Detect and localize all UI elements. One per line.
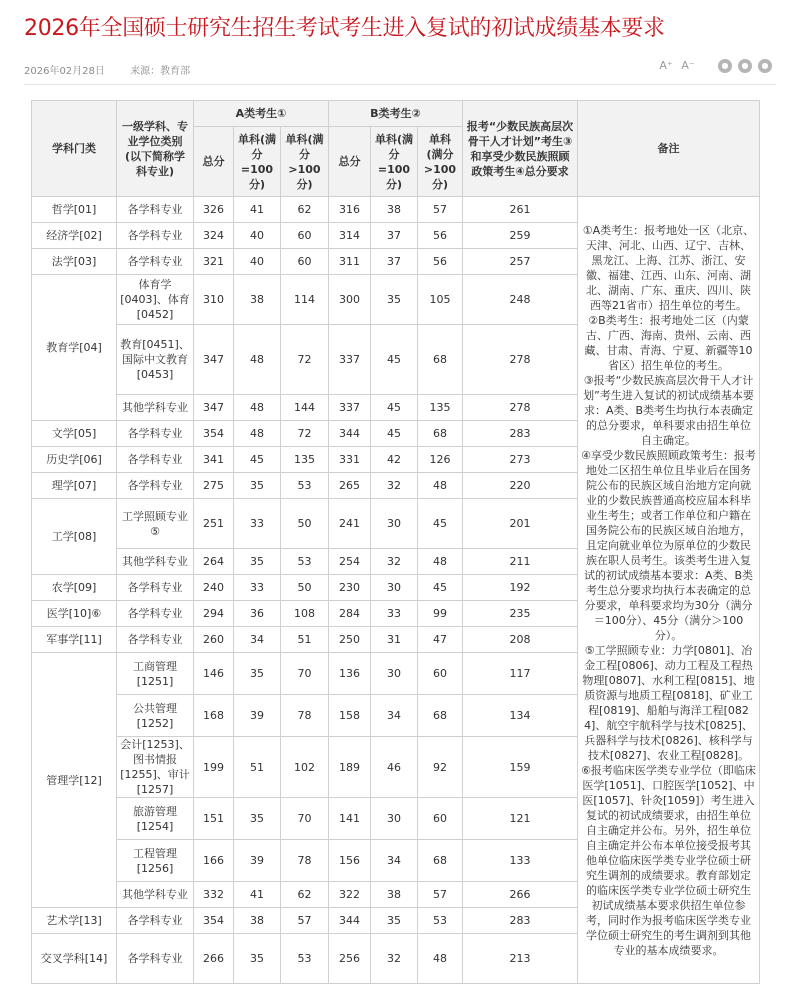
score-cell-minority: 117 — [463, 653, 578, 695]
subject-cell: 公共管理[1252] — [117, 695, 194, 737]
score-cell-b-s2: 57 — [418, 882, 463, 908]
score-cell-a-s2: 135 — [281, 447, 329, 473]
score-cell-b-total: 311 — [329, 249, 371, 275]
score-cell-b-s1: 45 — [371, 325, 418, 395]
subject-cell: 各学科专业 — [117, 473, 194, 499]
source-label: 来源：教育部 — [130, 66, 191, 77]
score-cell-a-s2: 60 — [281, 223, 329, 249]
score-cell-a-s2: 62 — [281, 197, 329, 223]
score-cell-a-total: 264 — [194, 549, 234, 575]
score-cell-a-s1: 33 — [234, 499, 281, 549]
header-group-b: B类考生② — [329, 101, 463, 127]
score-cell-b-s1: 38 — [371, 882, 418, 908]
score-cell-a-s2: 78 — [281, 840, 329, 882]
note-paragraph: ⑤工学照顾专业：力学[0801]、冶金工程[0806]、动力工程及工程热物理[0807]、水利工程[0815]、地质资源与地质工程[0818]、矿业工程[0819]、船舶与海洋工程[0824]、航空宇航科学与技术[0825]、兵器科学与技术[0826]、核科学与技术[0827]、农业工程[0828]。 — [582, 643, 755, 762]
score-cell-a-total: 324 — [194, 223, 234, 249]
score-cell-minority: 159 — [463, 737, 578, 798]
score-cell-b-s1: 32 — [371, 934, 418, 984]
score-cell-minority: 213 — [463, 934, 578, 984]
score-cell-a-total: 321 — [194, 249, 234, 275]
discipline-cell: 农学[09] — [32, 575, 117, 601]
table-row — [32, 197, 760, 223]
score-cell-b-total: 189 — [329, 737, 371, 798]
discipline-cell: 法学[03] — [32, 249, 117, 275]
score-cell-a-s2: 102 — [281, 737, 329, 798]
score-cell-b-s2: 56 — [418, 223, 463, 249]
subject-cell: 教育[0451]、国际中文教育[0453] — [117, 325, 194, 395]
discipline-cell: 管理学[12] — [32, 653, 117, 908]
subject-cell: 工学照顾专业⑤ — [117, 499, 194, 549]
discipline-cell: 哲学[01] — [32, 197, 117, 223]
score-cell-b-s1: 32 — [371, 473, 418, 499]
score-cell-a-total: 260 — [194, 627, 234, 653]
font-larger-icon[interactable]: A⁺ — [659, 59, 673, 72]
score-cell-a-s2: 53 — [281, 549, 329, 575]
score-cell-b-s2: 60 — [418, 653, 463, 695]
score-cell-b-s1: 30 — [371, 575, 418, 601]
subject-cell: 工程管理[1256] — [117, 840, 194, 882]
score-cell-b-s1: 42 — [371, 447, 418, 473]
score-cell-a-s1: 48 — [234, 325, 281, 395]
discipline-cell: 历史学[06] — [32, 447, 117, 473]
score-cell-b-total: 337 — [329, 325, 371, 395]
discipline-cell: 教育学[04] — [32, 275, 117, 421]
subject-cell: 各学科专业 — [117, 934, 194, 984]
score-cell-a-total: 240 — [194, 575, 234, 601]
score-cell-a-s1: 45 — [234, 447, 281, 473]
score-cell-b-total: 141 — [329, 798, 371, 840]
header-a-single-100: 单科(满分=100分) — [234, 127, 281, 197]
score-cell-minority: 220 — [463, 473, 578, 499]
score-cell-a-total: 199 — [194, 737, 234, 798]
note-paragraph: ①A类考生：报考地处一区（北京、天津、河北、山西、辽宁、吉林、黑龙江、上海、江苏、浙江、安徽、福建、江西、山东、河南、湖北、湖南、广东、重庆、四川、陕西等21省市）招生单位的考生。 — [582, 223, 755, 312]
score-cell-b-s2: 68 — [418, 325, 463, 395]
score-cell-a-s1: 35 — [234, 653, 281, 695]
score-cell-b-s2: 105 — [418, 275, 463, 325]
score-cell-minority: 261 — [463, 197, 578, 223]
score-cell-a-s1: 40 — [234, 249, 281, 275]
score-cell-a-s2: 53 — [281, 473, 329, 499]
subject-cell: 各学科专业 — [117, 908, 194, 934]
header-minority: 报考“少数民族高层次骨干人才计划”考生③和享受少数民族照顾政策考生④总分要求 — [463, 101, 578, 197]
header-notes: 备注 — [578, 101, 760, 197]
note-paragraph: ④享受少数民族照顾政策考生：报考地处二区招生单位且毕业后在国务院公布的民族区域自治地方定向就业的少数民族普通高校应届本科毕业生考生；或者工作单位和户籍在国务院公布的民族区域自治地方，且定向就业单位为原单位的少数民族在职人员考生。该类考生进入复试的初试成绩基本要求：A类、B类考生总分要求均执行本表确定的总分要求，单科要求均为30分（满分＝100分）、45分（满分＞100分）。 — [581, 448, 756, 642]
score-cell-a-s1: 41 — [234, 197, 281, 223]
score-cell-a-total: 347 — [194, 325, 234, 395]
note-paragraph: ⑥报考临床医学类专业学位（即临床医学[1051]、口腔医学[1052]、中医[1057]、针灸[1059]）考生进入复试的初试成绩要求，由招生单位自主确定并公布。另外，招生单位自主确定并公布本单位接受报考其他单位临床医学类专业学位硕士研究生调剂的成绩要求。教育部划定的临床医学类专业学位硕士研究生初试成绩基本要求供招生单位参考，同时作为报考临床医学类专业学位硕士研究生的考生调剂到其他专业的基本成绩要求。 — [581, 763, 756, 957]
score-cell-a-s1: 39 — [234, 695, 281, 737]
score-cell-b-total: 316 — [329, 197, 371, 223]
score-cell-b-total: 344 — [329, 421, 371, 447]
header-discipline: 学科门类 — [32, 101, 117, 197]
score-cell-a-s1: 33 — [234, 575, 281, 601]
discipline-cell: 理学[07] — [32, 473, 117, 499]
score-cell-a-s1: 36 — [234, 601, 281, 627]
score-cell-b-s2: 68 — [418, 840, 463, 882]
score-cell-a-total: 310 — [194, 275, 234, 325]
score-cell-a-s2: 57 — [281, 908, 329, 934]
subject-cell: 其他学科专业 — [117, 882, 194, 908]
discipline-cell: 交叉学科[14] — [32, 934, 117, 984]
subject-cell: 各学科专业 — [117, 575, 194, 601]
score-cell-a-s1: 40 — [234, 223, 281, 249]
header-b-total: 总分 — [329, 127, 371, 197]
score-cell-a-s2: 50 — [281, 575, 329, 601]
subject-cell: 各学科专业 — [117, 197, 194, 223]
score-cell-b-total: 156 — [329, 840, 371, 882]
score-cell-a-s1: 51 — [234, 737, 281, 798]
share-weibo-icon[interactable]: ● — [738, 59, 752, 73]
score-cell-b-s2: 48 — [418, 934, 463, 984]
note-paragraph: ③报考“少数民族高层次骨干人才计划”考生进入复试的初试成绩基本要求：A类、B类考生均执行本表确定的总分要求，单科要求由招生单位自主确定。 — [583, 373, 754, 447]
score-cell-b-total: 344 — [329, 908, 371, 934]
subject-cell: 会计[1253]、图书情报[1255]、审计[1257] — [117, 737, 194, 798]
header-b-single-100: 单科(满分=100分) — [371, 127, 418, 197]
share-wechat-icon[interactable]: ● — [718, 59, 732, 73]
score-cell-minority: 259 — [463, 223, 578, 249]
score-cell-b-s2: 126 — [418, 447, 463, 473]
score-cell-a-total: 166 — [194, 840, 234, 882]
subject-cell: 其他学科专业 — [117, 395, 194, 421]
score-cell-b-total: 337 — [329, 395, 371, 421]
score-cell-minority: 283 — [463, 421, 578, 447]
score-cell-b-s1: 33 — [371, 601, 418, 627]
score-cell-minority: 278 — [463, 325, 578, 395]
subject-cell: 其他学科专业 — [117, 549, 194, 575]
font-smaller-icon[interactable]: A⁻ — [681, 59, 695, 72]
score-cell-a-s2: 60 — [281, 249, 329, 275]
discipline-cell: 艺术学[13] — [32, 908, 117, 934]
score-cell-a-total: 341 — [194, 447, 234, 473]
score-cell-b-s1: 38 — [371, 197, 418, 223]
score-cell-a-s1: 39 — [234, 840, 281, 882]
score-cell-b-s2: 48 — [418, 473, 463, 499]
discipline-cell: 医学[10]⑥ — [32, 601, 117, 627]
score-cell-a-s2: 72 — [281, 325, 329, 395]
score-cell-b-total: 265 — [329, 473, 371, 499]
score-cell-b-total: 136 — [329, 653, 371, 695]
score-cell-a-s2: 53 — [281, 934, 329, 984]
score-cell-minority: 121 — [463, 798, 578, 840]
article-toolbar — [658, 58, 772, 74]
score-cell-b-s1: 35 — [371, 908, 418, 934]
score-cell-b-s1: 30 — [371, 499, 418, 549]
score-cell-minority: 257 — [463, 249, 578, 275]
score-cell-a-s1: 34 — [234, 627, 281, 653]
score-cell-b-total: 284 — [329, 601, 371, 627]
subject-cell: 各学科专业 — [117, 421, 194, 447]
score-cell-a-s1: 35 — [234, 798, 281, 840]
score-cell-minority: 201 — [463, 499, 578, 549]
score-cell-b-s1: 46 — [371, 737, 418, 798]
score-cell-minority: 273 — [463, 447, 578, 473]
score-cell-a-total: 275 — [194, 473, 234, 499]
score-cell-minority: 266 — [463, 882, 578, 908]
header-a-single-gt100: 单科(满分>100分) — [281, 127, 329, 197]
score-requirements-table — [31, 100, 760, 984]
subject-cell: 各学科专业 — [117, 249, 194, 275]
score-cell-a-total: 326 — [194, 197, 234, 223]
score-cell-b-total: 314 — [329, 223, 371, 249]
score-cell-b-s1: 34 — [371, 695, 418, 737]
score-cell-a-s1: 35 — [234, 549, 281, 575]
score-cell-b-s2: 56 — [418, 249, 463, 275]
score-cell-a-s2: 144 — [281, 395, 329, 421]
score-cell-minority: 248 — [463, 275, 578, 325]
score-cell-a-total: 332 — [194, 882, 234, 908]
score-cell-a-total: 354 — [194, 908, 234, 934]
score-cell-a-s1: 38 — [234, 275, 281, 325]
subject-cell: 各学科专业 — [117, 447, 194, 473]
note-paragraph: ②B类考生：报考地处二区（内蒙古、广西、海南、贵州、云南、西藏、甘肃、青海、宁夏、新疆等10省区）招生单位的考生。 — [584, 313, 753, 372]
score-cell-b-s2: 48 — [418, 549, 463, 575]
score-cell-a-s2: 114 — [281, 275, 329, 325]
score-cell-b-s1: 30 — [371, 798, 418, 840]
score-cell-b-s1: 45 — [371, 421, 418, 447]
score-cell-minority: 283 — [463, 908, 578, 934]
score-cell-b-total: 322 — [329, 882, 371, 908]
score-cell-minority: 134 — [463, 695, 578, 737]
subject-cell: 各学科专业 — [117, 223, 194, 249]
score-cell-b-s2: 135 — [418, 395, 463, 421]
score-cell-a-total: 347 — [194, 395, 234, 421]
header-subject: 一级学科、专业学位类别(以下简称学科专业) — [117, 101, 194, 197]
score-cell-b-s2: 45 — [418, 499, 463, 549]
score-cell-b-s1: 45 — [371, 395, 418, 421]
score-cell-a-s2: 78 — [281, 695, 329, 737]
score-cell-b-s2: 57 — [418, 197, 463, 223]
score-cell-b-total: 230 — [329, 575, 371, 601]
score-cell-b-s2: 68 — [418, 695, 463, 737]
score-cell-b-s1: 37 — [371, 249, 418, 275]
score-cell-b-s2: 45 — [418, 575, 463, 601]
score-cell-a-s2: 70 — [281, 653, 329, 695]
score-cell-b-s2: 99 — [418, 601, 463, 627]
subject-cell: 各学科专业 — [117, 627, 194, 653]
score-cell-a-s1: 48 — [234, 421, 281, 447]
subject-cell: 各学科专业 — [117, 601, 194, 627]
score-cell-a-total: 294 — [194, 601, 234, 627]
share-qq-icon[interactable]: ● — [758, 59, 772, 73]
subject-cell: 旅游管理[1254] — [117, 798, 194, 840]
score-cell-minority: 208 — [463, 627, 578, 653]
score-cell-a-s2: 70 — [281, 798, 329, 840]
discipline-cell: 经济学[02] — [32, 223, 117, 249]
score-cell-a-total: 146 — [194, 653, 234, 695]
score-cell-b-s1: 37 — [371, 223, 418, 249]
header-b-single-gt100: 单科(满分>100分) — [418, 127, 463, 197]
subject-cell: 体育学[0403]、体育[0452] — [117, 275, 194, 325]
score-cell-a-s2: 108 — [281, 601, 329, 627]
score-cell-minority: 278 — [463, 395, 578, 421]
score-cell-b-s1: 34 — [371, 840, 418, 882]
score-cell-a-s2: 72 — [281, 421, 329, 447]
discipline-cell: 军事学[11] — [32, 627, 117, 653]
score-cell-a-total: 168 — [194, 695, 234, 737]
score-cell-a-total: 251 — [194, 499, 234, 549]
score-cell-a-total: 151 — [194, 798, 234, 840]
score-cell-b-s1: 32 — [371, 549, 418, 575]
header-group-a: A类考生① — [194, 101, 329, 127]
score-cell-b-total: 241 — [329, 499, 371, 549]
header-divider — [24, 84, 776, 85]
score-cell-b-s2: 60 — [418, 798, 463, 840]
discipline-cell: 工学[08] — [32, 499, 117, 575]
score-cell-b-total: 300 — [329, 275, 371, 325]
score-cell-b-total: 331 — [329, 447, 371, 473]
publish-date: 2026年02月28日 — [24, 66, 105, 77]
score-cell-a-s2: 50 — [281, 499, 329, 549]
score-cell-b-total: 256 — [329, 934, 371, 984]
score-cell-b-total: 158 — [329, 695, 371, 737]
discipline-cell: 文学[05] — [32, 421, 117, 447]
score-cell-b-s1: 31 — [371, 627, 418, 653]
score-cell-b-s2: 47 — [418, 627, 463, 653]
score-cell-a-s1: 48 — [234, 395, 281, 421]
score-cell-a-s2: 62 — [281, 882, 329, 908]
score-cell-minority: 211 — [463, 549, 578, 575]
score-cell-b-total: 250 — [329, 627, 371, 653]
score-cell-b-s2: 68 — [418, 421, 463, 447]
score-cell-b-s1: 30 — [371, 653, 418, 695]
score-cell-minority: 133 — [463, 840, 578, 882]
score-cell-b-s2: 92 — [418, 737, 463, 798]
score-cell-a-s2: 51 — [281, 627, 329, 653]
header-a-total: 总分 — [194, 127, 234, 197]
score-cell-b-total: 254 — [329, 549, 371, 575]
notes-cell — [578, 197, 760, 984]
score-cell-a-s1: 35 — [234, 934, 281, 984]
score-cell-b-s2: 53 — [418, 908, 463, 934]
score-cell-minority: 192 — [463, 575, 578, 601]
score-cell-a-s1: 38 — [234, 908, 281, 934]
score-cell-b-s1: 35 — [371, 275, 418, 325]
subject-cell: 工商管理[1251] — [117, 653, 194, 695]
score-cell-a-total: 354 — [194, 421, 234, 447]
score-cell-a-s1: 35 — [234, 473, 281, 499]
score-cell-a-s1: 41 — [234, 882, 281, 908]
score-cell-minority: 235 — [463, 601, 578, 627]
article-meta — [24, 62, 212, 77]
article-title: 2026年全国硕士研究生招生考试考生进入复试的初试成绩基本要求 — [24, 16, 665, 41]
score-cell-a-total: 266 — [194, 934, 234, 984]
